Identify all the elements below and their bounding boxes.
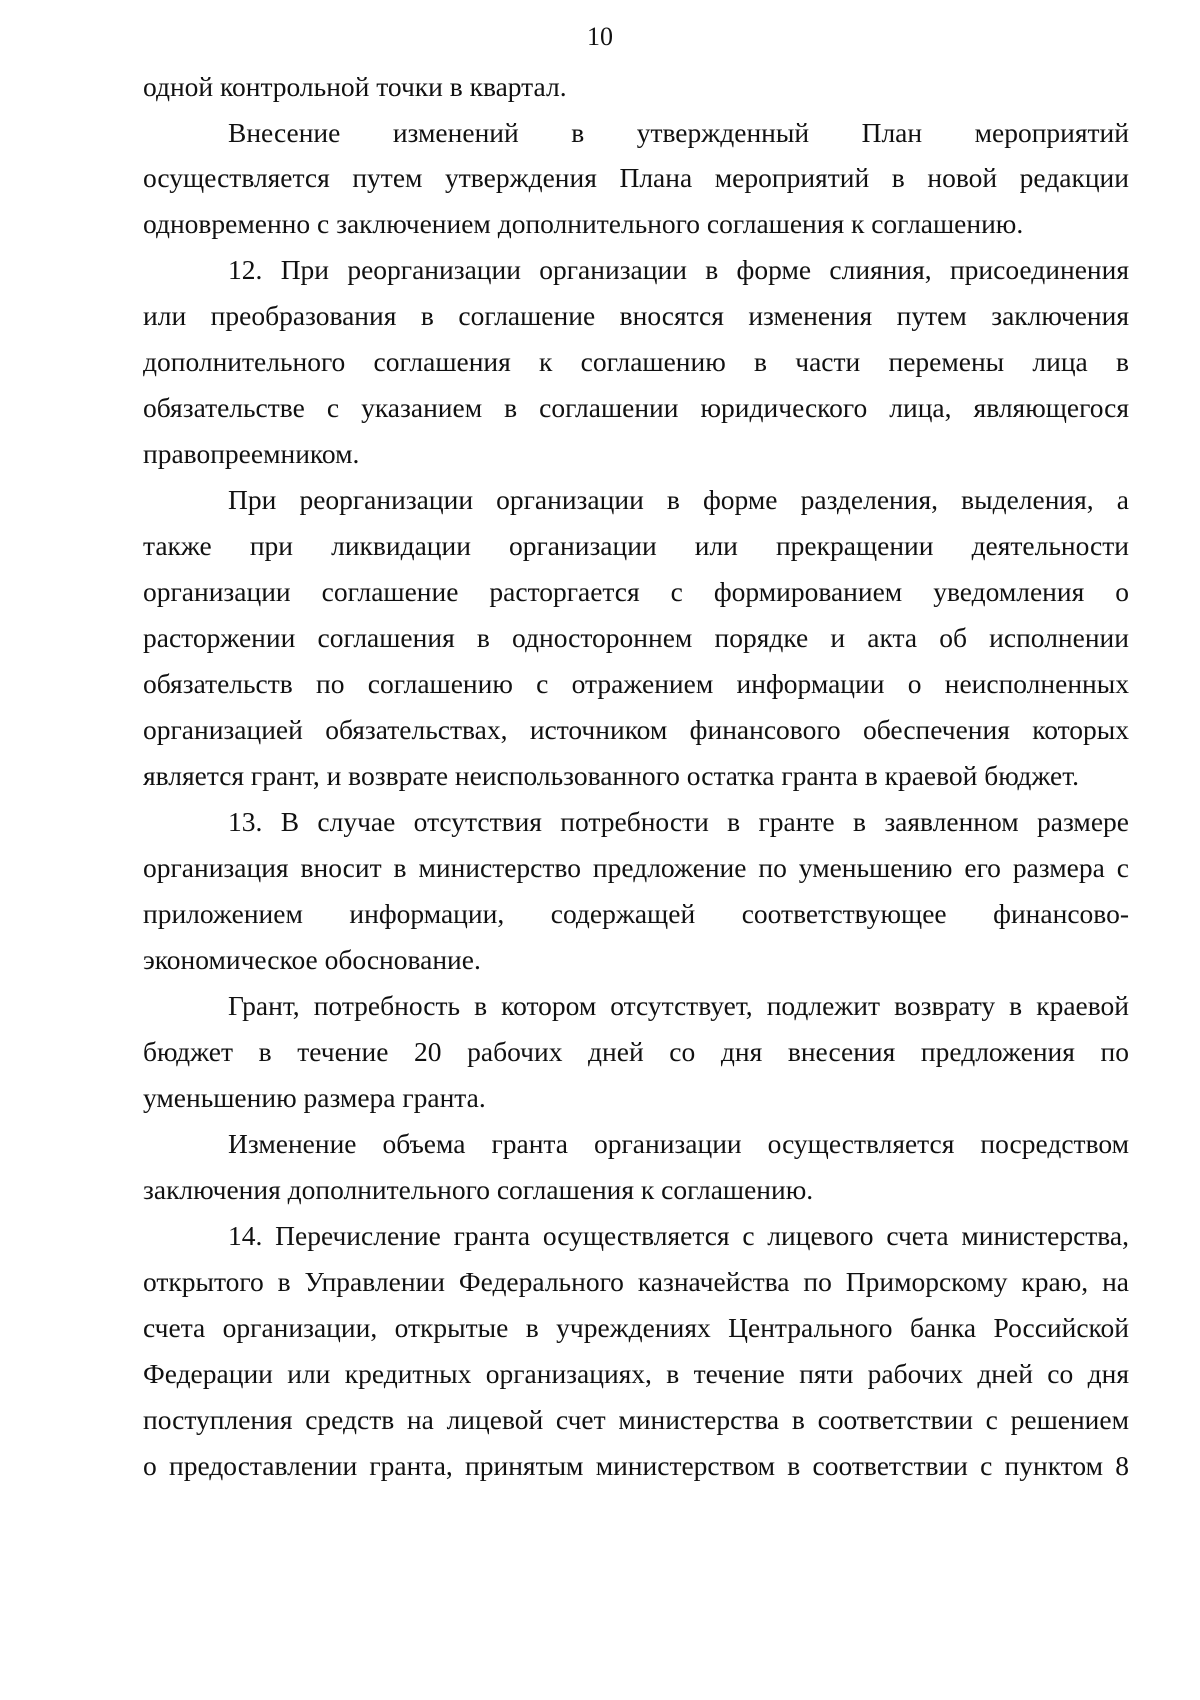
- text-line: правопреемником.: [143, 438, 360, 469]
- text-line: уменьшению размера гранта.: [143, 1082, 486, 1113]
- page-number: 10: [587, 22, 613, 51]
- text-line: обязательстве с указанием в соглашении юридического лица, являющегося: [143, 392, 1129, 423]
- text-line: дополнительного соглашения к соглашению в части перемены лица в: [143, 346, 1129, 377]
- text-line: или преобразования в соглашение вносятся изменения путем заключения: [143, 300, 1129, 331]
- text-line: Грант, потребность в котором отсутствует, подлежит возврату в краевой: [228, 990, 1129, 1021]
- text-line: заключения дополнительного соглашения к соглашению.: [143, 1174, 814, 1205]
- text-line: 14. Перечисление гранта осуществляется с лицевого счета министерства,: [228, 1220, 1129, 1251]
- text-line: бюджет в течение 20 рабочих дней со дня внесения предложения по: [143, 1036, 1129, 1067]
- text-line: организация вносит в министерство предложение по уменьшению его размера с: [143, 852, 1129, 883]
- text-line: 12. При реорганизации организации в форме слияния, присоединения: [228, 254, 1129, 285]
- text-line: также при ликвидации организации или прекращении деятельности: [143, 530, 1129, 561]
- text-line: осуществляется путем утверждения Плана мероприятий в новой редакции: [143, 162, 1129, 193]
- text-line: расторжении соглашения в одностороннем порядке и акта об исполнении: [143, 622, 1129, 653]
- text-line: Внесение изменений в утвержденный План мероприятий: [228, 117, 1129, 148]
- text-line: является грант, и возврате неиспользованного остатка гранта в краевой бюджет.: [143, 760, 1080, 791]
- text-line: обязательств по соглашению с отражением информации о неисполненных: [143, 668, 1129, 699]
- text-line: экономическое обоснование.: [143, 944, 481, 975]
- text-line: 13. В случае отсутствия потребности в гранте в заявленном размере: [228, 806, 1129, 837]
- text-line: одновременно с заключением дополнительного соглашения к соглашению.: [143, 208, 1024, 239]
- text-line: При реорганизации организации в форме разделения, выделения, а: [228, 484, 1129, 515]
- text-line: организации соглашение расторгается с формированием уведомления о: [143, 576, 1129, 607]
- text-line: Федерации или кредитных организациях, в течение пяти рабочих дней со дня: [143, 1358, 1129, 1389]
- text-line: счета организации, открытые в учреждениях Центрального банка Российской: [143, 1312, 1129, 1343]
- text-line: о предоставлении гранта, принятым министерством в соответствии с пунктом 8: [143, 1450, 1129, 1481]
- text-line: приложением информации, содержащей соответствующее финансово-: [143, 898, 1129, 929]
- text-line: организацией обязательствах, источником финансового обеспечения которых: [143, 714, 1129, 745]
- text-line: открытого в Управлении Федерального казначейства по Приморскому краю, на: [143, 1266, 1129, 1297]
- text-line: Изменение объема гранта организации осуществляется посредством: [228, 1128, 1129, 1159]
- text-line: одной контрольной точки в квартал.: [143, 71, 567, 102]
- text-line: поступления средств на лицевой счет министерства в соответствии с решением: [143, 1404, 1129, 1435]
